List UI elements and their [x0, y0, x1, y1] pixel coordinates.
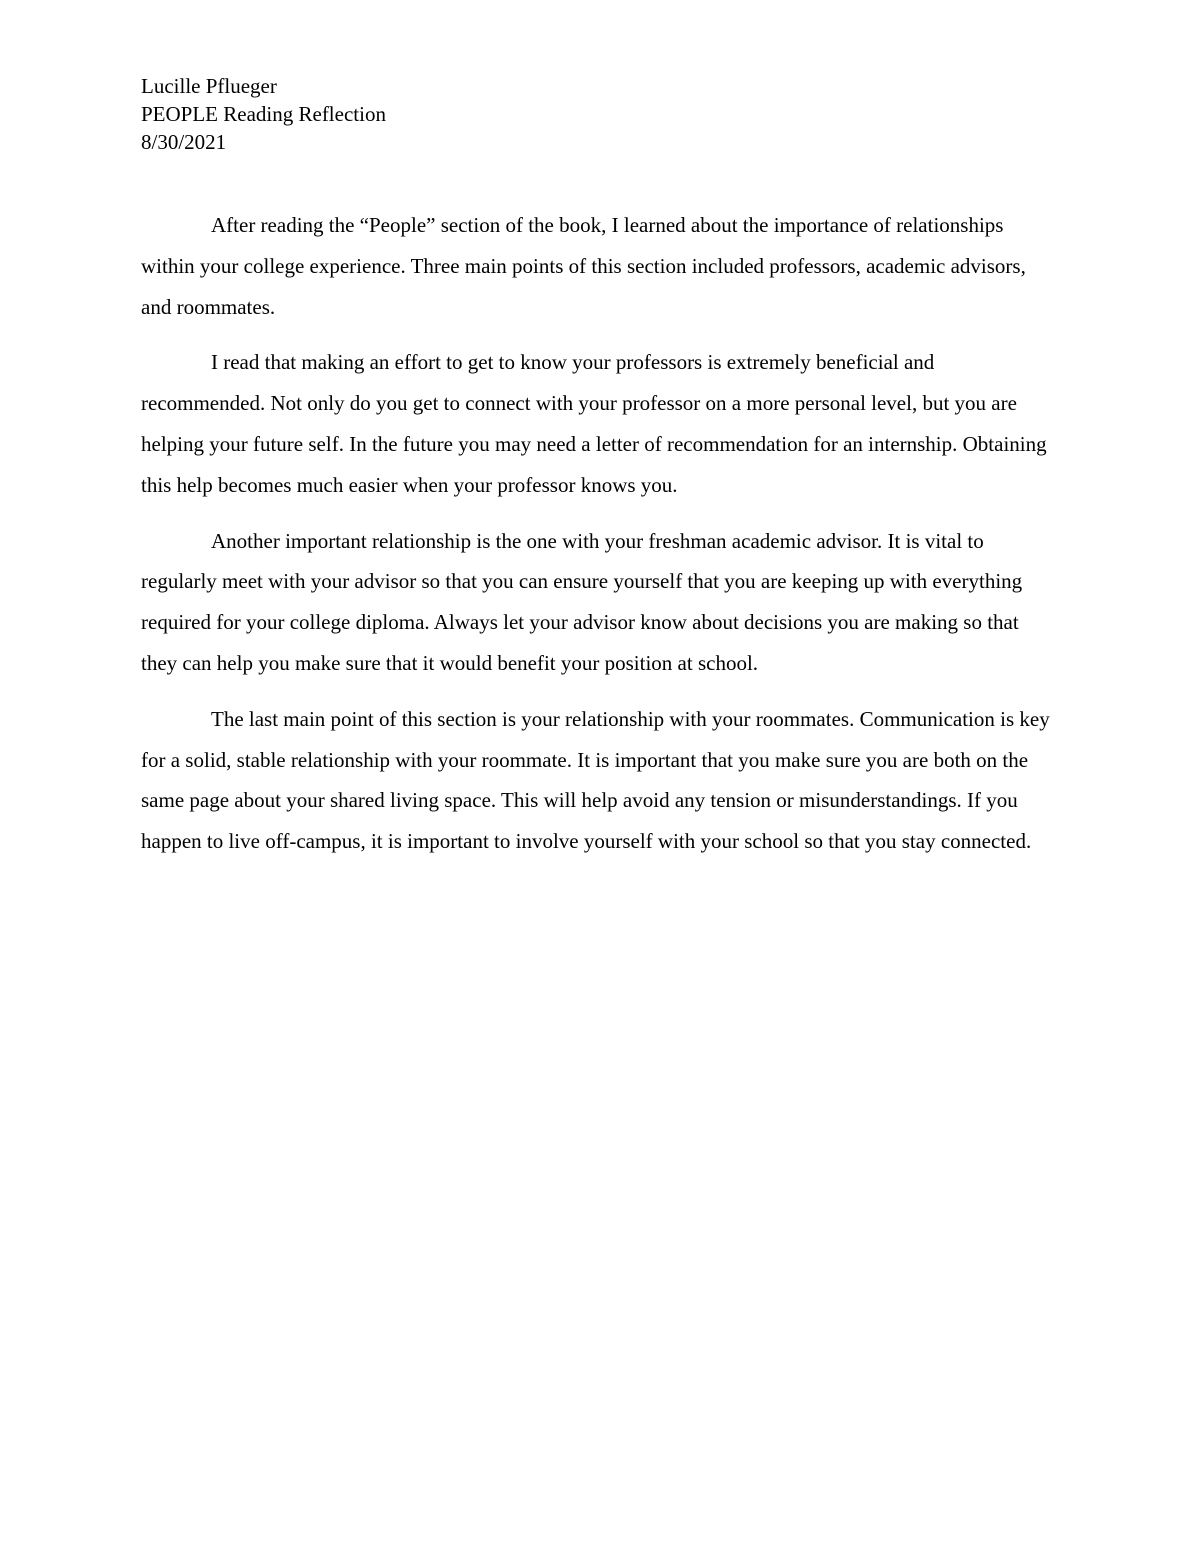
- document-date: 8/30/2021: [141, 130, 227, 154]
- document-header: [141, 72, 386, 156]
- author-name: Lucille Pflueger: [141, 74, 277, 98]
- paragraph-professors: I read that making an effort to get to know your professors is extremely beneficial and recommended. Not only do you get to connect with your professor on a more personal level, but you are helping your future self. In the future you may need a letter of recommendation for an internship. Obtaining this help becomes much easier when your professor knows you.: [141, 350, 1047, 497]
- paragraph-intro: After reading the “People” section of the book, I learned about the importance of relationships within your college experience. Three main points of this section included professors, academic advisors, and roommates.: [141, 213, 1026, 319]
- paragraph-advisors: Another important relationship is the one with your freshman academic advisor. It is vital to regularly meet with your advisor so that you can ensure yourself that you are keeping up with everything required for your college diploma. Always let your advisor know about decisions you are making so that they can help you make sure that it would benefit your position at school.: [141, 528, 1023, 675]
- document-title: PEOPLE Reading Reflection: [141, 102, 386, 126]
- paragraph-roommates: The last main point of this section is your relationship with your roommates. Communication is key for a solid, stable relationship with your roommate. It is important that you make sure you are both on the same page about your shared living space. This will help avoid any tension or misunderstandings. If you happen to live off-campus, it is important to involve yourself with your school so that you stay connected.: [141, 706, 1050, 854]
- document-body: [141, 205, 1056, 877]
